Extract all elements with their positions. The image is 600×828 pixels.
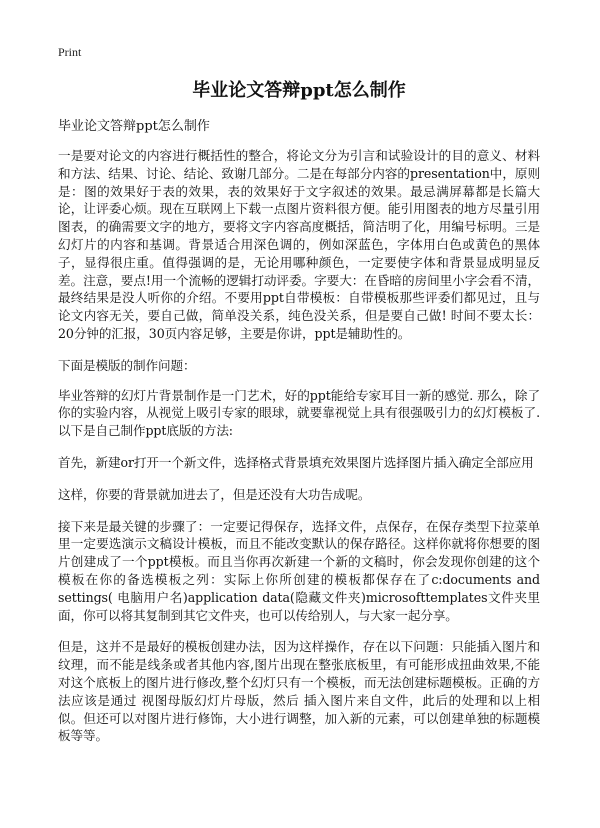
paragraph-step-added: 这样，你要的背景就加进去了，但是还没有大功告成呢。	[58, 486, 371, 502]
document-title: 毕业论文答辩ppt怎么制作	[192, 80, 406, 101]
paragraph-better-method: 但是，这并不是最好的模板创建办法，因为这样操作，存在以下问题：只能插入图片和纹理，而不能是线条或者其他内容,图片出现在整张底板里，有可能形成扭曲效果,不能对这个底板上的图片进行修改,整个幻灯只有一个模板，而无法创建标题模板。正确的方法应该是通过 视图母版幻灯片母版，然后 插入图片来自文件，此后的处理和以上相似。但还可以对图片进行修饰，大小进行调整，加入新的元素，可以创建单独的标题模板等等。	[58, 639, 540, 744]
paragraph-template-heading: 下面是模版的制作问题：	[58, 357, 196, 373]
paragraph-step-save: 接下来是最关键的步骤了：一定要记得保存，选择文件，点保存，在保存类型下拉菜单里一定要选演示文稿设计模板，而且不能改变默认的保存路径。这样你就将你想要的图片创建成了一个ppt模板。而且当你再次新建一个新的文稿时，你会发现你创建的这个模板在你的备选模板之列：实际上你所创建的模板都保存在了c:documents and settings( 电脑用户名)application data(隐藏文件夹)microsofttemplates文件夹里面，你可以将其复制到其它文件夹，也可以传给别人，与大家一起分享。	[58, 518, 540, 623]
print-link[interactable]: Print	[58, 45, 82, 59]
paragraph-background-art: 毕业答辩的幻灯片背景制作是一门艺术，好的ppt能给专家耳目一新的感觉. 那么，除了你的实验内容，从视觉上吸引专家的眼球，就要靠视觉上具有很强吸引力的幻灯模板了. 以下是自己制作ppt底版的方法:	[58, 387, 540, 439]
paragraph-intro: 一是要对论文的内容进行概括性的整合，将论文分为引言和试验设计的目的意义、材料和方法、结果、讨论、结论、致谢几部分。二是在每部分内容的presentation中，原则是：图的效果好于表的效果，表的效果好于文字叙述的效果。最忌满屏幕都是长篇大论，让评委心烦。现在互联网上下载一点图片资料很方便。能引用图表的地方尽量引用图表，的确需要文字的地方，要将文字内容高度概括，简洁明了化，用编号标明。三是幻灯片的内容和基调。背景适合用深色调的，例如深蓝色，字体用白色或黄色的黑体子，显得很庄重。值得强调的是，无论用哪种颜色，一定要使字体和背景显成明显反差。注意，要点!用一个流畅的逻辑打动评委。字要大：在昏暗的房间里小字会看不清，最终结果是没人听你的介绍。不要用ppt自带模板：自带模板那些评委们都见过，且与论文内容无关，要自己做，简单没关系，纯色没关系，但是要自己做! 时间不要太长：20分钟的汇报，30页内容足够，主要是你讲，ppt是辅助性的。	[58, 148, 540, 341]
document-subtitle: 毕业论文答辩ppt怎么制作	[58, 119, 210, 134]
paragraph-step-first: 首先，新建or打开一个新文件，选择格式背景填充效果图片选择图片插入确定全部应用	[58, 454, 534, 470]
